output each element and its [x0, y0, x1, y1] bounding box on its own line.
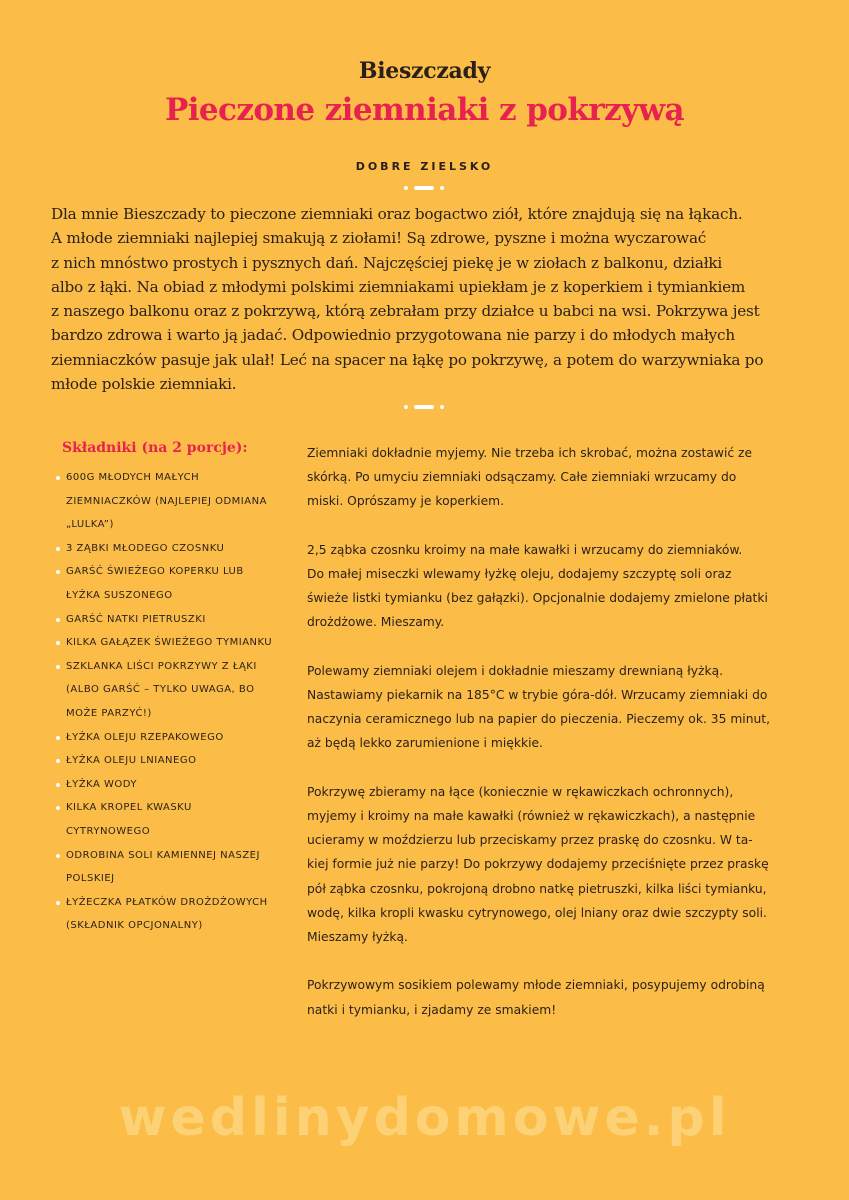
- intro-line: z naszego balkonu oraz z pokrzywą, którą zebrałam przy działce u babci na wsi. Pokrzywa jest: [51, 302, 760, 321]
- ingredient-item: [66, 466, 296, 537]
- ingredient-line: (ALBO GARŚĆ – TYLKO UWAGA, BO: [66, 684, 255, 696]
- bullet-icon: [56, 476, 60, 480]
- step-line: kiej formie już nie parzy! Do pokrzywy dodajemy przeciśnięte przez praskę: [307, 857, 769, 872]
- step-line: miski. Oprószamy je koperkiem.: [307, 494, 505, 509]
- ingredient-item: [66, 749, 296, 773]
- ingredient-line: ODROBINA SOLI KAMIENNEJ NASZEJ: [66, 849, 260, 861]
- ingredient-line: ŁYŻKA WODY: [66, 778, 138, 790]
- ingredient-line: CYTRYNOWEGO: [66, 825, 151, 837]
- bullet-icon: [56, 736, 60, 740]
- step-paragraph: [307, 973, 807, 1021]
- step-line: Pokrzywowym sosikiem polewamy młode ziemniaki, posypujemy odrobiną: [307, 978, 765, 993]
- step-line: drożdżowe. Mieszamy.: [307, 615, 445, 630]
- ingredient-line: ZIEMNIACZKÓW (NAJLEPIEJ ODMIANA: [66, 495, 267, 507]
- bullet-icon: [56, 759, 60, 763]
- ingredient-item: [66, 796, 296, 843]
- ingredient-item: [66, 844, 296, 891]
- watermark: wedlinydomowe.pl: [118, 1088, 731, 1148]
- ingredient-item: [66, 537, 296, 561]
- bullet-icon: [56, 806, 60, 810]
- section-label: DOBRE ZIELSKO: [355, 160, 494, 173]
- step-paragraph: [307, 441, 807, 514]
- intro-line: ziemniaczków pasuje jak ulał! Leć na spacer na łąkę po pokrzywę, a potem do warzywniaka po: [51, 350, 764, 369]
- intro-line: A młode ziemniaki najlepiej smakują z ziołami! Są zdrowe, pyszne i można wyczarować: [51, 229, 707, 248]
- recipe-title: Pieczone ziemniaki z pokrzywą: [165, 92, 684, 128]
- intro-line: młode polskie ziemniaki.: [51, 375, 237, 394]
- preparation-steps: [307, 441, 807, 1046]
- divider-ornament-top: [404, 185, 444, 191]
- step-line: Pokrzywę zbieramy na łące (koniecznie w rękawiczkach ochronnych),: [307, 784, 734, 799]
- intro-line: bardzo zdrowa i warto ją jadać. Odpowiednio przygotowana nie parzy i do młodych małych: [51, 326, 735, 345]
- ingredient-line: SZKLANKA LIŚCI POKRZYWY Z ŁĄKI: [66, 660, 257, 672]
- step-line: 2,5 ząbka czosnku kroimy na małe kawałki i wrzucamy do ziemniaków.: [307, 542, 743, 557]
- bullet-icon: [56, 854, 60, 858]
- intro-line: Dla mnie Bieszczady to pieczone ziemniaki oraz bogactwo ziół, które znajdują się na łąkach.: [51, 205, 743, 223]
- bullet-icon: [56, 665, 60, 669]
- ingredient-line: GARŚĆ ŚWIEŻEGO KOPERKU LUB: [66, 566, 244, 578]
- bullet-icon: [56, 901, 60, 905]
- ingredient-item: [66, 560, 296, 607]
- intro-line: albo z łąki. Na obiad z młodymi polskimi ziemniakami upiekłam je z koperkiem i tymiankiem: [51, 277, 746, 296]
- ingredients-heading: Składniki (na 2 porcje):: [62, 440, 248, 456]
- bullet-icon: [56, 547, 60, 551]
- divider-ornament-bottom: [404, 404, 444, 410]
- step-line: wodę, kilka kropli kwasku cytrynowego, olej lniany oraz dwie szczypty soli.: [307, 905, 767, 920]
- ingredient-line: KILKA GAŁĄZEK ŚWIEŻEGO TYMIANKU: [66, 637, 273, 649]
- step-line: Ziemniaki dokładnie myjemy. Nie trzeba ich skrobać, można zostawić ze: [307, 446, 753, 460]
- intro-line: z nich mnóstwo prostych i pysznych dań. Najczęściej piekę je w ziołach z balkonu, działki: [51, 253, 723, 272]
- region-heading: Bieszczady: [358, 58, 491, 84]
- step-line: myjemy i kroimy na małe kawałki (również w rękawiczkach), a następnie: [307, 809, 756, 823]
- step-paragraph: [307, 538, 807, 635]
- ingredient-line: 3 ZĄBKI MŁODEGO CZOSNKU: [66, 542, 225, 554]
- step-paragraph: [307, 659, 807, 756]
- bullet-icon: [56, 641, 60, 645]
- step-line: naczynia ceramicznego lub na papier do pieczenia. Pieczemy ok. 35 minut,: [307, 712, 771, 727]
- ingredient-line: ŁYŻKA OLEJU LNIANEGO: [66, 755, 197, 767]
- ingredients-list: [66, 466, 296, 938]
- ingredient-item: [66, 773, 296, 797]
- ingredient-line: ŁYŻKA SUSZONEGO: [66, 589, 173, 601]
- ingredient-line: ŁYŻECZKA PŁATKÓW DROŻDŻOWYCH: [66, 896, 268, 908]
- bullet-icon: [56, 570, 60, 574]
- ingredient-line: ŁYŻKA OLEJU RZEPAKOWEGO: [66, 731, 224, 743]
- step-line: natki i tymianku, i zjadamy ze smakiem!: [307, 1002, 557, 1017]
- step-line: Nastawiamy piekarnik na 185°C w trybie góra-dół. Wrzucamy ziemniaki do: [307, 688, 768, 702]
- ingredient-line: GARŚĆ NATKI PIETRUSZKI: [66, 613, 206, 625]
- ingredient-line: POLSKIEJ: [66, 873, 115, 885]
- ingredient-item: [66, 608, 296, 632]
- step-line: Mieszamy łyżką.: [307, 930, 408, 945]
- step-line: Do małej miseczki wlewamy łyżkę oleju, dodajemy szczyptę soli oraz: [307, 567, 732, 581]
- step-line: ucieramy w moździerzu lub przeciskamy przez praskę do czosnku. W ta-: [307, 833, 753, 848]
- ingredient-line: MOŻE PARZYĆ!): [66, 707, 152, 719]
- ingredient-line: 600G MŁODYCH MAŁYCH: [66, 472, 200, 483]
- ingredient-line: (SKŁADNIK OPCJONALNY): [66, 920, 203, 932]
- ingredient-line: „LULKA”): [66, 519, 114, 531]
- intro-paragraph: [51, 202, 781, 396]
- step-line: pół ząbka czosnku, pokrojoną drobno natkę pietruszki, kilka liści tymianku,: [307, 881, 767, 896]
- step-paragraph: [307, 780, 807, 949]
- ingredient-line: KILKA KROPEL KWASKU: [66, 802, 192, 814]
- bullet-icon: [56, 783, 60, 787]
- ingredient-item: [66, 891, 296, 938]
- bullet-icon: [56, 618, 60, 622]
- ingredient-item: [66, 631, 296, 655]
- step-line: świeże listki tymianku (bez gałązki). Opcjonalnie dodajemy zmielone płatki: [307, 591, 768, 606]
- step-line: Polewamy ziemniaki olejem i dokładnie mieszamy drewnianą łyżką.: [307, 663, 724, 678]
- step-line: skórką. Po umyciu ziemniaki odsączamy. Całe ziemniaki wrzucamy do: [307, 470, 737, 485]
- ingredient-item: [66, 655, 296, 726]
- ingredient-item: [66, 726, 296, 750]
- step-line: aż będą lekko zarumienione i miękkie.: [307, 736, 543, 751]
